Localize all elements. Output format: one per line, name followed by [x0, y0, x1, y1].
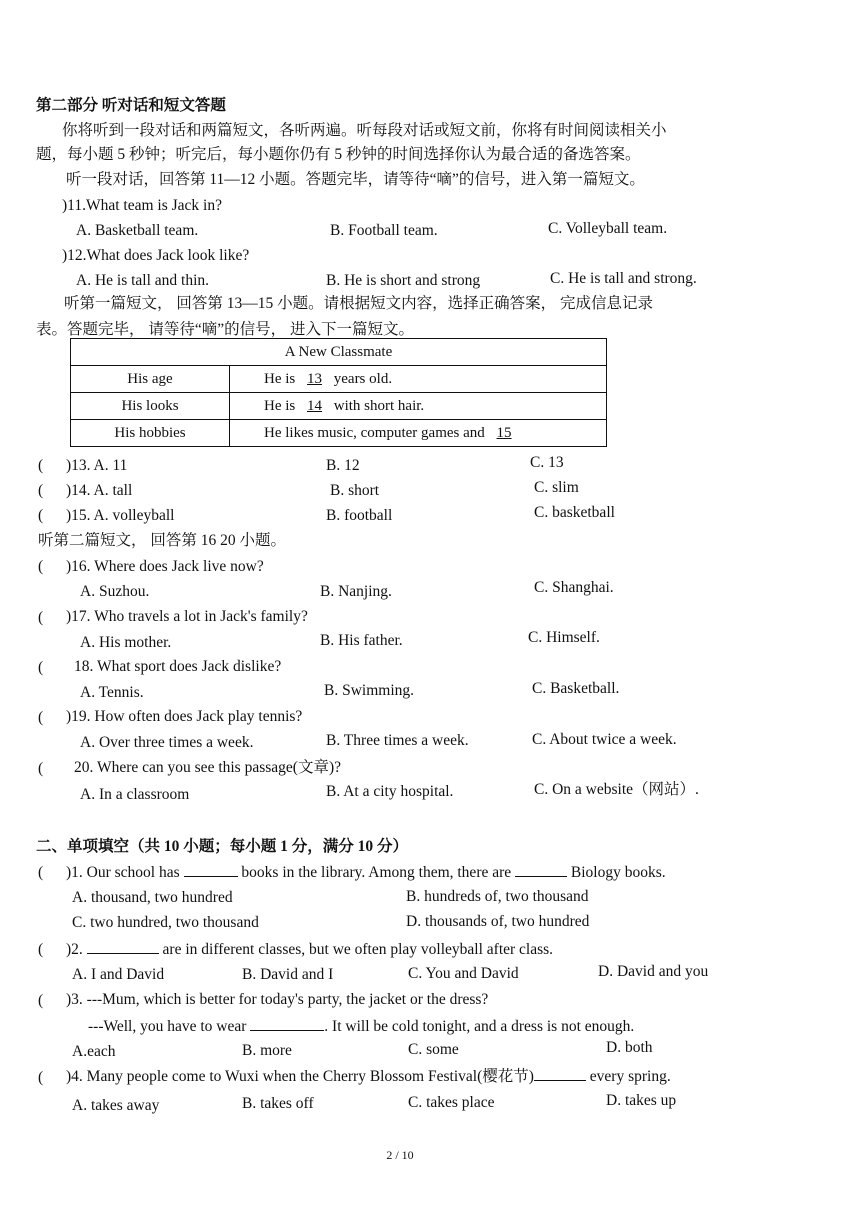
s1-option-c[interactable]: C. two hundred, two thousand	[72, 914, 259, 931]
q13-option-c[interactable]: C. 13	[530, 454, 564, 471]
s1-paren: (	[38, 864, 44, 881]
q14-stem[interactable]: )14. A. tall	[66, 482, 133, 499]
q13-paren: (	[38, 457, 44, 474]
s3-blank[interactable]	[250, 1016, 324, 1031]
passage1-intro-line1: 听第一篇短文， 回答第 13—15 小题。请根据短文内容，选择正确答案， 完成信息记录	[64, 295, 654, 312]
table-row-text: He is	[264, 370, 296, 387]
s2-option-a[interactable]: A. I and David	[72, 966, 165, 983]
s2-blank[interactable]	[87, 939, 159, 954]
s1-stem-text: )1. Our school has	[66, 864, 180, 881]
blank-14[interactable]: 14	[307, 397, 322, 414]
s1-blank-1[interactable]	[184, 862, 238, 877]
table-row-label: His looks	[71, 393, 230, 420]
q15-option-c[interactable]: C. basketball	[534, 504, 615, 521]
q20-paren: (	[38, 760, 44, 777]
q19-option-a[interactable]: A. Over three times a week.	[80, 734, 254, 751]
s3-option-b[interactable]: B. more	[242, 1042, 292, 1059]
q18-option-b[interactable]: B. Swimming.	[324, 682, 415, 699]
new-classmate-table	[70, 338, 607, 447]
s4-option-b[interactable]: B. takes off	[242, 1095, 314, 1112]
s4-stem	[66, 1066, 671, 1087]
s4-blank[interactable]	[534, 1066, 586, 1081]
q12-option-a[interactable]: A. He is tall and thin.	[76, 272, 210, 289]
q13-stem[interactable]: )13. A. 11	[66, 457, 128, 474]
s4-stem-text: every spring.	[589, 1068, 671, 1085]
s1-stem	[66, 862, 666, 883]
q11-option-a[interactable]: A. Basketball team.	[76, 222, 199, 239]
table-row-label: His hobbies	[71, 420, 230, 447]
q16-option-b[interactable]: B. Nanjing.	[320, 583, 392, 600]
q18-stem: 18. What sport does Jack dislike?	[74, 658, 282, 675]
s1-stem-text: books in the library. Among them, there are	[241, 864, 512, 881]
s1-stem-text: Biology books.	[570, 864, 666, 881]
table-row-label: His age	[71, 366, 230, 393]
s4-option-d[interactable]: D. takes up	[606, 1092, 677, 1109]
q15-option-b[interactable]: B. football	[326, 507, 393, 524]
q19-option-b[interactable]: B. Three times a week.	[326, 732, 469, 749]
s3-option-c[interactable]: C. some	[408, 1041, 459, 1058]
table-title: A New Classmate	[71, 339, 607, 366]
section2-title: 二、单项填空（共 10 小题；每小题 1 分，满分 10 分）	[36, 838, 409, 855]
q14-option-b[interactable]: B. short	[330, 482, 380, 499]
q16-paren: (	[38, 558, 44, 575]
q18-option-a[interactable]: A. Tennis.	[80, 684, 144, 701]
passage1-intro-line2: 表。答题完毕， 请等待“嘀”的信号， 进入下一篇短文。	[36, 321, 415, 338]
q12-stem: )12.What does Jack look like?	[62, 247, 250, 264]
s2-stem-text: are in different classes, but we often play volleyball after class.	[162, 941, 554, 958]
s4-option-a[interactable]: A. takes away	[72, 1097, 160, 1114]
blank-15[interactable]: 15	[496, 424, 512, 441]
part2-intro-line2: 题，每小题 5 秒钟；听完后，每小题你仍有 5 秒钟的时间选择你认为最合适的备选答案。	[36, 146, 641, 163]
s3-line2	[88, 1016, 634, 1037]
s3-option-d[interactable]: D. both	[606, 1039, 653, 1056]
q14-option-c[interactable]: C. slim	[534, 479, 579, 496]
passage2-intro: 听第二篇短文， 回答第 16 20 小题。	[38, 532, 287, 549]
q17-option-c[interactable]: C. Himself.	[528, 629, 600, 646]
s1-blank-2[interactable]	[515, 862, 567, 877]
table-row-text: with short hair.	[333, 397, 425, 414]
part2-intro-line1: 你将听到一段对话和两篇短文，各听两遍。听每段对话或短文前，你将有时间阅读相关小	[62, 122, 667, 139]
q20-option-c[interactable]: C. On a website（网站）.	[534, 781, 699, 798]
s1-option-b[interactable]: B. hundreds of, two thousand	[406, 888, 589, 905]
blank-13[interactable]: 13	[307, 370, 322, 387]
s3-stem-text: ---Well, you have to wear	[88, 1018, 247, 1035]
page-number: 2 / 10	[386, 1148, 414, 1162]
s3-stem: )3. ---Mum, which is better for today's party, the jacket or the dress?	[66, 991, 489, 1008]
s4-option-c[interactable]: C. takes place	[408, 1094, 495, 1111]
s2-option-c[interactable]: C. You and David	[408, 965, 519, 982]
q11-option-b[interactable]: B. Football team.	[330, 222, 438, 239]
s4-paren: (	[38, 1069, 44, 1086]
q19-stem: )19. How often does Jack play tennis?	[66, 708, 303, 725]
s4-stem-text: )4. Many people come to Wuxi when the Cherry Blossom Festival(樱花节)	[66, 1068, 534, 1085]
q17-paren: (	[38, 609, 44, 626]
q17-option-b[interactable]: B. His father.	[320, 632, 403, 649]
s2-paren: (	[38, 941, 44, 958]
table-row	[71, 393, 607, 420]
q13-option-b[interactable]: B. 12	[326, 457, 360, 474]
q12-option-b[interactable]: B. He is short and strong	[326, 272, 481, 289]
q19-paren: (	[38, 709, 44, 726]
table-row-text: years old.	[333, 370, 393, 387]
q17-stem: )17. Who travels a lot in Jack's family?	[66, 608, 308, 625]
q17-option-a[interactable]: A. His mother.	[80, 634, 172, 651]
q14-paren: (	[38, 482, 44, 499]
q19-option-c[interactable]: C. About twice a week.	[532, 731, 677, 748]
s1-option-a[interactable]: A. thousand, two hundred	[72, 889, 233, 906]
q16-option-a[interactable]: A. Suzhou.	[80, 583, 150, 600]
q20-option-a[interactable]: A. In a classroom	[80, 786, 190, 803]
s2-option-b[interactable]: B. David and I	[242, 966, 334, 983]
q18-paren: (	[38, 659, 44, 676]
q16-stem: )16. Where does Jack live now?	[66, 558, 264, 575]
q16-option-c[interactable]: C. Shanghai.	[534, 579, 614, 596]
q15-paren: (	[38, 507, 44, 524]
s3-option-a[interactable]: A.each	[72, 1043, 116, 1060]
s3-paren: (	[38, 992, 44, 1009]
s2-stem	[66, 939, 553, 960]
q20-stem: 20. Where can you see this passage(文章)?	[74, 759, 341, 776]
q11-option-c[interactable]: C. Volleyball team.	[548, 220, 668, 237]
s1-option-d[interactable]: D. thousands of, two hundred	[406, 913, 590, 930]
q20-option-b[interactable]: B. At a city hospital.	[326, 783, 454, 800]
part2-title: 第二部分 听对话和短文答题	[36, 97, 226, 114]
s2-option-d[interactable]: D. David and you	[598, 963, 709, 980]
s3-stem-text: . It will be cold tonight, and a dress is not enough.	[324, 1018, 635, 1035]
q18-option-c[interactable]: C. Basketball.	[532, 680, 620, 697]
q12-option-c[interactable]: C. He is tall and strong.	[550, 270, 697, 287]
q15-stem[interactable]: )15. A. volleyball	[66, 507, 175, 524]
dialog-intro: 听一段对话，回答第 11—12 小题。答题完毕，请等待“嘀”的信号，进入第一篇短文。	[66, 171, 645, 188]
s2-stem-text: )2.	[66, 941, 83, 958]
table-row-text: He is	[264, 397, 296, 414]
table-row	[71, 420, 607, 447]
table-row	[71, 366, 607, 393]
q11-stem: )11.What team is Jack in?	[62, 197, 222, 214]
table-row-text: He likes music, computer games and	[264, 424, 485, 441]
